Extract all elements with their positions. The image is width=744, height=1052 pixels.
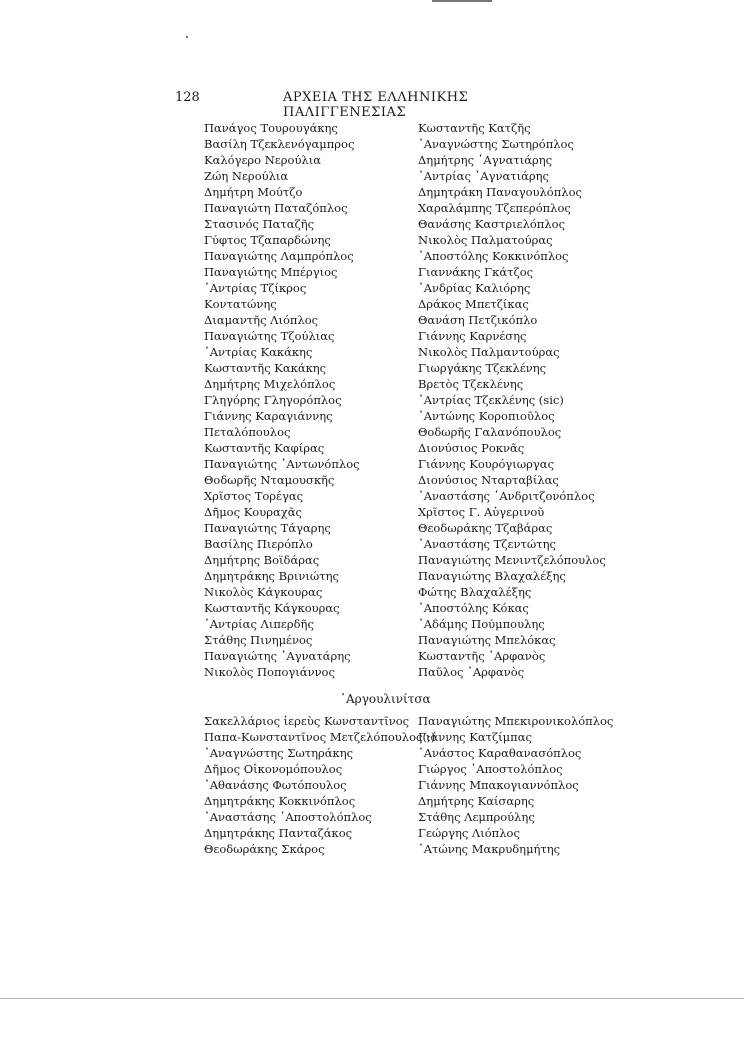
name-list-entry: Κωσταντῆς Κάγκουρας (204, 601, 340, 615)
name-list-entry: Γληγόρης Γληγορόπλος (204, 393, 342, 407)
name-list-entry: Θοδωρῆς Γαλανόπουλος (418, 425, 562, 439)
name-list-entry: Χαραλάμπης Τζεπερόπλος (418, 201, 571, 215)
name-list-entry: ᾿Αντώνης Κοροπιοῦλος (418, 409, 555, 423)
name-list-entry: Παναγιώτης Βλαχαλέξης (418, 569, 566, 583)
name-list-entry: Παναγιώτης ᾿Αγνατάρης (204, 649, 351, 663)
name-list-entry: Παναγιώτης Μπελόκας (418, 633, 556, 647)
name-list-entry: ᾿Αντρίας Τζίκρος (204, 281, 307, 295)
name-list-entry: Φώτης Βλαχαλέξης (418, 585, 532, 599)
name-list-entry: ᾿Αντρίας Λιπερδῆς (204, 617, 314, 631)
section-name-list-entry: ᾿Αναστάσης ᾿Αποστολόπλος (204, 810, 372, 824)
name-list-entry: ᾿Αναστάσης ᾿Ανδριτζονόπλος (418, 489, 595, 503)
section-name-list-entry: Γεώργης Λιόπλος (418, 826, 520, 840)
name-list-entry: Θανάση Πετζικόπλο (418, 313, 538, 327)
name-list-entry: Στάθης Πινημένος (204, 633, 313, 647)
name-list-right (418, 120, 606, 680)
name-list-entry: Χρῖστος Τορέγας (204, 489, 304, 503)
top-scan-mark (432, 0, 492, 2)
section-name-list-entry: Γιάννης Κατζίμπας (418, 730, 532, 744)
name-list-entry: Δῆμος Κουραχᾶς (204, 505, 302, 519)
name-list-entry: Νικολὸς Κάγκουρας (204, 585, 323, 599)
section-name-list-entry: ᾿Ατώνης Μακρυδημήτης (418, 842, 561, 856)
scan-speck (186, 36, 188, 38)
section-title: ᾿Αργουλινίτσα (340, 692, 431, 706)
name-list-entry: Παῦλος ᾿Αρφανὸς (418, 665, 525, 679)
name-list-entry: Παναγιώτης Μενιντζελόπουλος (418, 553, 606, 567)
name-list-left (204, 120, 360, 680)
name-list-entry: Στασινός Παταζῆς (204, 217, 315, 231)
section-name-list-entry: Δημητράκης Κοκκινόπλος (204, 794, 356, 808)
page-number: 128 (175, 90, 200, 105)
name-list-entry: Παναγιώτη Παταζόπλος (204, 201, 348, 215)
name-list-entry: Δημητράκη Παναγουλόπλος (418, 185, 582, 199)
name-list-entry: Γιαννάκης Γκάτζος (418, 265, 534, 279)
name-list-entry: ᾿Αποστόλης Κοκκινόπλος (418, 249, 569, 263)
name-list-entry: ᾿Αντρίας Τζεκλένης (sic) (418, 393, 564, 407)
running-head: ΑΡΧΕΙΑ ΤΗΣ ΕΛΛΗΝΙΚΗΣ ΠΑΛΙΓΓΕΝΕΣΙΑΣ (283, 90, 469, 120)
section-name-list-entry: Σακελλάριος ἱερεὺς Κωνσταντῖνος (204, 714, 410, 728)
bottom-scan-rule (0, 998, 744, 999)
section-name-list-entry: Γιώργος ᾿Αποστολόπλος (418, 762, 563, 776)
name-list-entry: Ζώη Νερούλια (204, 169, 289, 183)
section-name-list-entry: Δημητράκης Πανταζάκος (204, 826, 353, 840)
section-name-list-entry: Παναγιώτης Μπεκιρονικολόπλος (418, 714, 614, 728)
name-list-entry: Πεταλόπουλος (204, 425, 291, 439)
name-list-entry: Βασίλη Τζεκλενόγαμπρος (204, 137, 355, 151)
name-list-entry: Κωσταντῆς ᾿Αρφανὸς (418, 649, 546, 663)
name-list-entry: Βασίλης Πιερόπλο (204, 537, 313, 551)
name-list-entry: Θανάσης Καστριελόπλος (418, 217, 566, 231)
name-list-entry: ᾿Αντρίας Κακάκης (204, 345, 313, 359)
name-list-entry: Παναγιώτης Λαμπρόπλος (204, 249, 354, 263)
name-list-entry: Δημήτρης Μιχελόπλος (204, 377, 336, 391)
name-list-entry: ᾿Ανδρίας Καλιόρης (418, 281, 531, 295)
name-list-entry: Θοδωρῆς Νταμουσκῆς (204, 473, 335, 487)
section-name-list-entry: ᾿Ανάστος Καραθανασόπλος (418, 746, 582, 760)
name-list-entry: Δημήτρης Βοϊδάρας (204, 553, 320, 567)
name-list-entry: Γιάννης Κουρόγιωργας (418, 457, 555, 471)
section-name-list-entry: Δῆμος Οἰκονομόπουλος (204, 762, 343, 776)
section-name-list-entry: Γιάννης Μπακογιαννόπλος (418, 778, 579, 792)
name-list-entry: ᾿Αδάμης Πούμπουλης (418, 617, 545, 631)
name-list-entry: Χρῖστος Γ. Αὐγερινοῦ (418, 505, 545, 519)
name-list-entry: Θεοδωράκης Τζαβάρας (418, 521, 553, 535)
name-list-entry: Διαμαντῆς Λιόπλος (204, 313, 319, 327)
name-list-entry: Δράκος Μπετζίκας (418, 297, 529, 311)
name-list-entry: Παναγιώτης Τάγαρης (204, 521, 331, 535)
name-list-entry: Διονύσιος Νταρταβίλας (418, 473, 559, 487)
section-name-list-entry: ᾿Αθανάσης Φωτόπουλος (204, 778, 347, 792)
name-list-entry: Δημητράκης Βρινιώτης (204, 569, 339, 583)
section-name-list-entry: ᾿Αναγνώστης Σωτηράκης (204, 746, 354, 760)
name-list-entry: Κωσταντῆς Καφίρας (204, 441, 325, 455)
name-list-entry: ᾿Αναγνώστης Σωτηρόπλος (418, 137, 574, 151)
name-list-entry: ᾿Αντρίας ᾿Αγνατιάρης (418, 169, 549, 183)
name-list-entry: Νικολὸς Παλματούρας (418, 233, 553, 247)
name-list-entry: Δημήτρης ᾿Αγνατιάρης (418, 153, 553, 167)
section-name-list-left (204, 713, 435, 857)
name-list-entry: Παναγιώτης Τζούλιας (204, 329, 335, 343)
name-list-entry: Νικολὸς Παλμαντούρας (418, 345, 560, 359)
name-list-entry: Διονύσιος Ροκνᾶς (418, 441, 525, 455)
name-list-entry: Κωσταντῆς Κατζῆς (418, 121, 531, 135)
name-list-entry: Καλόγερο Νερούλια (204, 153, 321, 167)
name-list-entry: Βρετὸς Τζεκλένης (418, 377, 524, 391)
section-name-list-right (418, 713, 613, 857)
name-list-entry: Γιάννης Καραγιάννης (204, 409, 333, 423)
name-list-entry: Παναγιώτης Μπέργιος (204, 265, 338, 279)
name-list-entry: Πανάγος Τουρουγάκης (204, 121, 338, 135)
section-name-list-entry: Δημήτρης Καίσαρης (418, 794, 535, 808)
name-list-entry: Γύφτος Τζαπαρδώνης (204, 233, 331, 247)
section-name-list-entry: Στάθης Λεμπρούλης (418, 810, 535, 824)
section-name-list-entry: Θεοδωράκης Σκάρος (204, 842, 325, 856)
name-list-entry: Γιάννης Καρνέσης (418, 329, 527, 343)
name-list-entry: Δημήτρη Μούτζο (204, 185, 303, 199)
name-list-entry: Γιωργάκης Τζεκλένης (418, 361, 547, 375)
name-list-entry: Κωσταντῆς Κακάκης (204, 361, 327, 375)
name-list-entry: Κοντατώνης (204, 297, 277, 311)
name-list-entry: ᾿Αναστάσης Τζεντώτης (418, 537, 556, 551)
name-list-entry: Νικολὸς Ποπογιάννος (204, 665, 335, 679)
section-name-list-entry: Παπα-Κωνσταντῖνος Μετζελόπουλος(;) (204, 730, 436, 744)
name-list-entry: ᾿Αποστόλης Κόκας (418, 601, 529, 615)
name-list-entry: Παναγιώτης ᾿Αντωνόπλος (204, 457, 360, 471)
